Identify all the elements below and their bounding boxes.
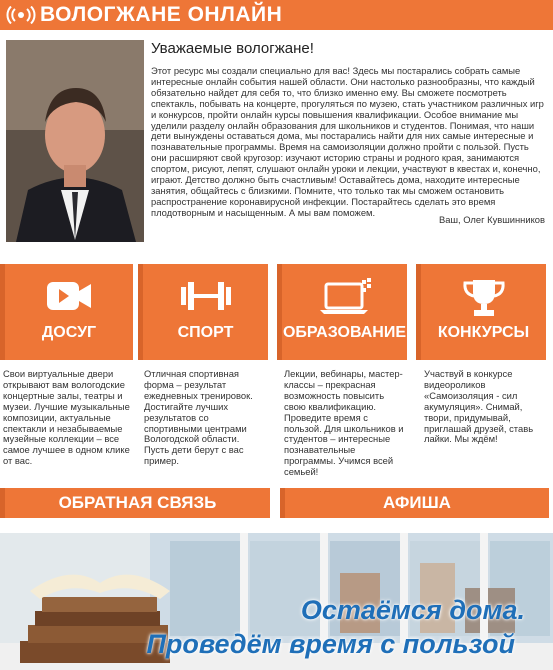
- greeting-text: Этот ресурс мы создали специально для вас! Здесь мы постарались собрать самые интересные онлайн события нашей области. Они настолько разнообразны, что каждый обязательно найдет для себя то, что близко именно ему. Вы сможете посмотреть спектакль, побывать на концерте, прогуляться по музею, стать участником различных игр и конкурсов, пройти онлайн курсы повышения квалификации. Особое внимание мы уделили разделу онлайн образования для школьников и студентов. Понимая, что наши дети вынуждены оставаться дома, мы постарались найти для них самые интересные и познавательные программы. Время на самоизоляции должно пройти с пользой. Пусть они расширяют свой кругозор: изучают историю страны и родного края, занимаются спортом, рисуют, лепят, слушают онлайн уроки и лекции, участвуют в квестах и, конечно, играют. Детство должно быть счастливым! Оставайтесь дома, находите интересные занятия, общайтесь с близкими. Помните, что только так мы сможем остановить распространение коронавирусной инфекции. Постарайтесь сделать это время плодотворным и насыщенным. А мы вам поможем.: [151, 65, 544, 218]
- banner-line-2: Проведём время с пользой: [146, 629, 515, 659]
- greeting-signature: Ваш, Олег Кувшинников: [439, 214, 545, 225]
- tile-desc-contests: Участвуй в конкурсе видеороликов «Самоизоляция - сил акумуляция». Снимай, твори, придумывай, приглашай друзей, ставь лайки. Мы ждём!: [424, 368, 534, 445]
- site-header: [0, 0, 553, 30]
- tile-desc-education: Лекции, вебинары, мастер-классы – прекрасная возможность повысить свою квалификацию. Проведите время с пользой. Для школьников и студентов – интересные познавательные программы. Учимся всей семьей!: [284, 368, 404, 478]
- site-title: ВОЛОГЖАНЕ ОНЛАЙН: [40, 3, 283, 26]
- tile-label-sport: СПОРТ: [177, 324, 234, 341]
- governor-photo: [6, 40, 144, 242]
- tile-dosug[interactable]: [5, 264, 133, 360]
- feedback-button[interactable]: ОБРАТНАЯ СВЯЗЬ: [5, 488, 270, 518]
- video-camera-icon: [45, 278, 93, 314]
- afisha-button[interactable]: АФИША: [285, 488, 549, 518]
- tile-label-dosug: ДОСУГ: [41, 324, 97, 341]
- laptop-icon: [316, 278, 374, 316]
- tile-education[interactable]: [282, 264, 407, 360]
- tile-sport[interactable]: [143, 264, 268, 360]
- trophy-icon: [461, 278, 507, 318]
- broadcast-icon: [6, 6, 36, 24]
- tile-desc-sport: Отличная спортивная форма – результат ежедневных тренировок. Достигайте лучших результатов со спортивными центрами Вологодской области. Пусть дети берут с вас пример.: [144, 368, 253, 467]
- banner-line-1: Остаёмся дома.: [300, 595, 525, 625]
- promo-banner: [0, 533, 553, 670]
- tile-contests[interactable]: [421, 264, 546, 360]
- tile-label-education: ОБРАЗОВАНИЕ: [282, 324, 407, 341]
- tile-label-contests: КОНКУРСЫ: [437, 324, 530, 341]
- greeting-title: Уважаемые вологжане!: [151, 40, 314, 57]
- dumbbell-icon: [178, 278, 234, 314]
- tile-desc-dosug: Свои виртуальные двери открывают вам вологодские концертные залы, театры и музеи. Лучшие музыкальные композиции, актуальные спектакли и незабываемые музейные коллекции – все самое лучшее в одном клике от вас.: [3, 368, 130, 467]
